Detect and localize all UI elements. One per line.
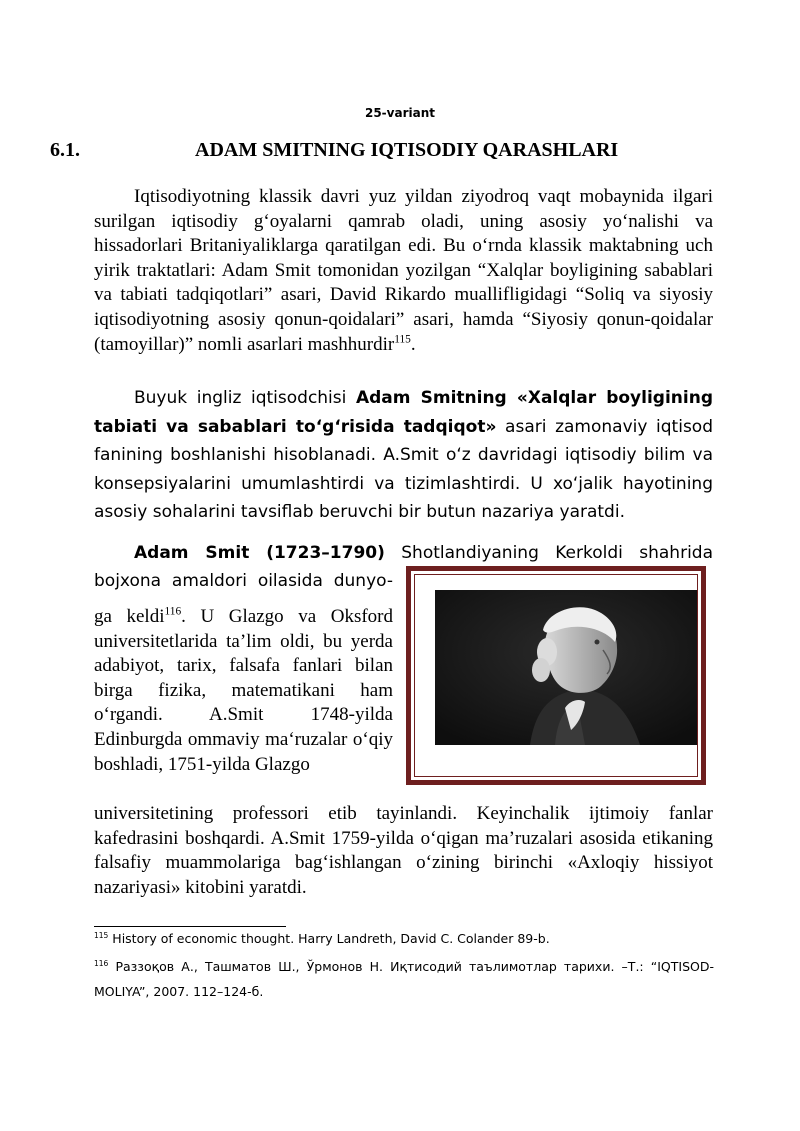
paragraph-wealth-of-nations — [94, 384, 713, 527]
footnote-text: History of economic thought. Harry Landreth, David C. Colander 89-b. — [108, 931, 550, 946]
paragraph-biography-intro — [94, 539, 713, 568]
portrait-frame — [406, 566, 706, 785]
paragraph-text-after: . U Glazgo va Oksford universitetlarida ta’lim oldi, bu yerda adabiyot, tarix, falsafa fanlari bilan birga fizika, matematikani ham o‘rgandi. A.Smit 1748-yilda Edinburgda ommaviy ma‘ruzalar o‘qiy boshladi, 1751-yilda Glazgo — [94, 606, 393, 775]
biography-line2: bojxona amaldori oilasida dunyo- — [94, 571, 393, 591]
paragraph-end: . — [410, 333, 416, 355]
paragraph-bold-title: Adam Smitning «Xalqlar boyligining tabiati va sabablari to‘g‘risida tadqiqot» — [94, 388, 713, 437]
footnote-116 — [94, 954, 714, 1004]
footnote-text: Раззоқов А., Ташматов Ш., Ўрмонов Н. Иқтисодий таълимотлар тарихи. –Т.: “IQTISOD- MOLIYA”, 2007. 112–124-б. — [94, 959, 714, 999]
footnote-number: 115 — [94, 930, 109, 940]
portrait-illustration — [435, 590, 697, 745]
adam-smith-portrait-image — [435, 590, 697, 745]
footnote-ref-115: 115 — [394, 333, 411, 346]
variant-label: 25-variant — [364, 106, 435, 120]
paragraph-education — [94, 605, 393, 777]
footnote-number: 116 — [94, 958, 109, 968]
biography-name-dates: Adam Smit (1723–1790) — [134, 543, 385, 563]
footnote-115 — [94, 926, 714, 951]
paragraph-text-after: asari zamonaviy iqtisod fanining boshlanishi hisoblanadi. A.Smit o‘z davridagi iqtisodiy bilim va konsepsiyalarini umumlashtirdi va tizimlashtirdi. U xo‘jalik hayotining asosiy sohalarini tavsiflab beruvchi bir butun nazariya yaratdi. — [94, 416, 713, 523]
paragraph-text: Iqtisodiyotning klassik davri yuz yildan ziyodroq vaqt mobaynida ilgari surilgan iqtisodiy g‘oyalarni qamrab oladi, uning asosiy yo‘nalishi va hissadorlari Britaniyaliklarga qaratilgan edi. Bu o‘rnda klassik maktabning uch yirik traktatlari: Adam Smit tomonidan yozilgan “Xalqlar boyligining sabablari va tabiati tadqiqotlari” asari, David Rikardo muallifligidagi “Soliq va siyosiy iqtisodiyotning asosiy qonun-qoidalari” asari, hamda “Siyosiy qonun-qoidalar (tamoyillar)” nomli asarlari mashhurdir — [94, 186, 713, 355]
section-title: ADAM SMITNING IQTISODIY QARASHLARI — [195, 139, 619, 161]
section-number: 6.1. — [50, 139, 80, 161]
paragraph-text-before: Buyuk ingliz iqtisodchisi — [134, 388, 356, 408]
paragraph-education-continued: universitetining professori etib tayinlandi. Keyinchalik ijtimoiy fanlar kafedrasini boshqardi. A.Smit 1759-yilda o‘qigan ma’ruzalari asosida etikaning falsafiy muammolariga bag‘ishlangan o‘zining birinchi «Axloqiy hissiyot nazariyasi» kitobini yaratdi. — [94, 803, 713, 898]
paragraph-classical-period — [94, 185, 713, 357]
portrait-frame-inner-border — [414, 574, 698, 777]
footnote-ref-116: 116 — [164, 605, 182, 618]
paragraph-text-before: ga keldi — [94, 606, 165, 627]
biography-line1: Shotlandiyaning Kerkoldi shahrida — [384, 543, 713, 563]
